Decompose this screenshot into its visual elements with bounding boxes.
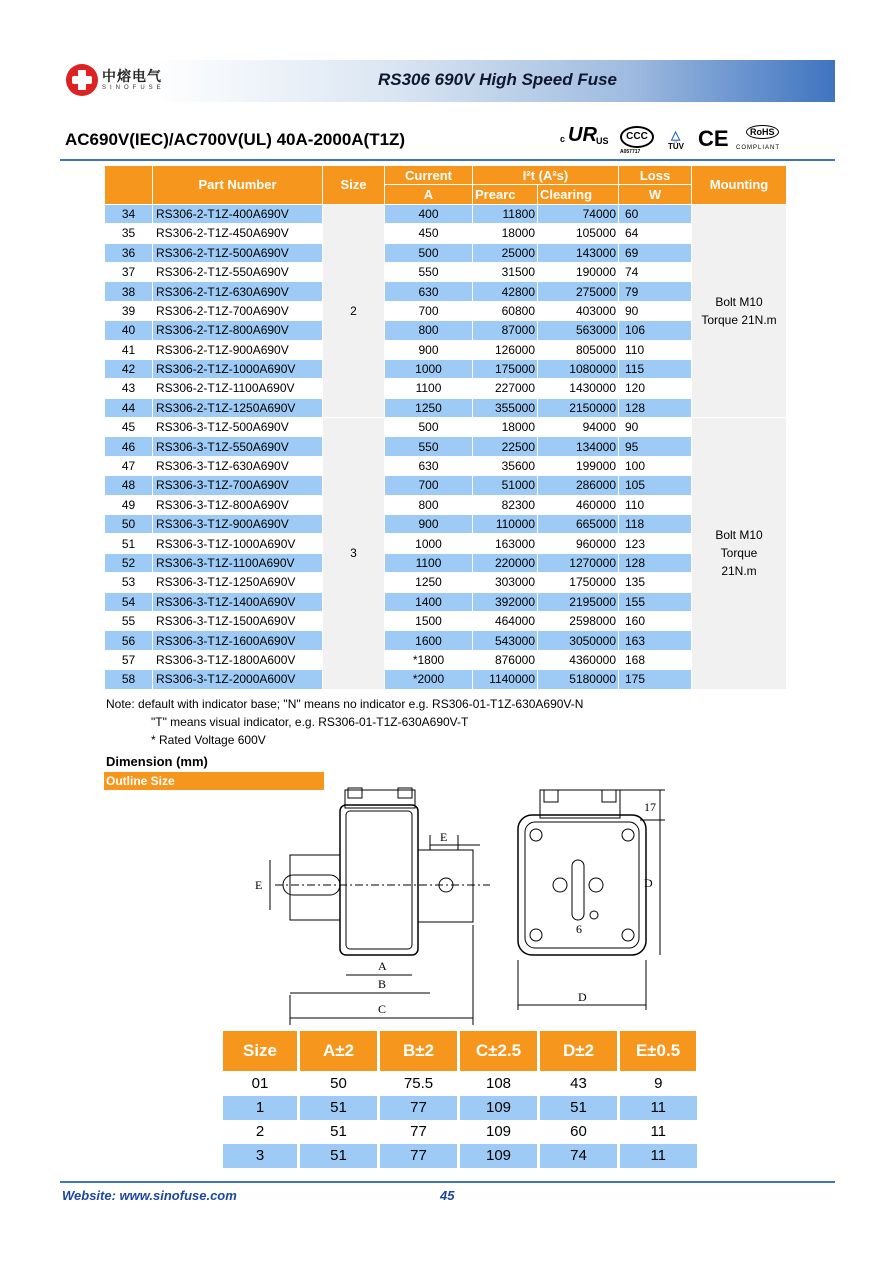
clearing-value: 460000: [538, 495, 619, 514]
size-table-cell: 50: [299, 1072, 379, 1096]
clearing-value: 190000: [538, 262, 619, 281]
part-number: RS306-3-T1Z-1000A690V: [153, 534, 323, 553]
table-row: [105, 534, 787, 553]
size-value: 2: [323, 204, 385, 417]
table-row: [105, 495, 787, 514]
tuv-triangle-icon: △: [671, 128, 681, 142]
brand-name: 中熔电气: [102, 68, 162, 84]
page-number: 45: [440, 1188, 455, 1203]
row-number: 56: [105, 631, 153, 650]
table-row: [105, 359, 787, 378]
size-table-cell: 11: [619, 1120, 697, 1144]
prearc-value: 60800: [473, 301, 538, 320]
current-value: 1250: [385, 573, 473, 592]
current-value: 400: [385, 204, 473, 223]
col-size: Size: [323, 166, 385, 205]
mounting-line: 21N.m: [721, 564, 757, 579]
table-row: [105, 243, 787, 262]
prearc-value: 220000: [473, 553, 538, 572]
part-number: RS306-3-T1Z-1500A690V: [153, 611, 323, 630]
current-value: 800: [385, 495, 473, 514]
footer-website: Website: www.sinofuse.com: [62, 1188, 237, 1203]
current-value: 1400: [385, 592, 473, 611]
mounting-line: Bolt M10: [715, 528, 763, 543]
dim-label-e-left: E: [255, 878, 263, 892]
part-number: RS306-2-T1Z-630A690V: [153, 282, 323, 301]
loss-value: 64: [619, 224, 692, 243]
size-table-row: [222, 1144, 697, 1168]
prearc-value: 22500: [473, 437, 538, 456]
size-table-cell: 11: [619, 1144, 697, 1168]
prearc-value: 18000: [473, 418, 538, 437]
col-current: Current: [385, 166, 473, 185]
size-table-row: [222, 1120, 697, 1144]
clearing-value: 4360000: [538, 650, 619, 669]
loss-value: 115: [619, 359, 692, 378]
col-clearing: Clearing: [538, 185, 619, 204]
table-body: [105, 204, 787, 689]
table-row: [105, 611, 787, 630]
size-table-cell: 109: [459, 1144, 539, 1168]
rohs-compliant: COMPLIANT: [736, 145, 781, 151]
col-mounting: Mounting: [692, 166, 787, 205]
row-number: 44: [105, 398, 153, 417]
prearc-value: 126000: [473, 340, 538, 359]
loss-value: 110: [619, 340, 692, 359]
clearing-value: 286000: [538, 476, 619, 495]
table-row: [105, 592, 787, 611]
row-number: 34: [105, 204, 153, 223]
row-number: 55: [105, 611, 153, 630]
prearc-value: 51000: [473, 476, 538, 495]
size-table-cell: 109: [459, 1096, 539, 1120]
current-value: 630: [385, 282, 473, 301]
cert-us: US: [596, 136, 609, 146]
note-line: "T" means visual indicator, e.g. RS306-01-T1Z-630A690V-T: [151, 715, 469, 729]
row-number: 41: [105, 340, 153, 359]
fuse-dimension-drawing: [250, 775, 670, 1025]
prearc-value: 82300: [473, 495, 538, 514]
size-table-row: [222, 1096, 697, 1120]
note-line: * Rated Voltage 600V: [151, 733, 266, 747]
current-value: 1100: [385, 379, 473, 398]
part-number: RS306-2-T1Z-500A690V: [153, 243, 323, 262]
current-value: 550: [385, 437, 473, 456]
prearc-value: 110000: [473, 515, 538, 534]
part-number: RS306-3-T1Z-1400A690V: [153, 592, 323, 611]
loss-value: 155: [619, 592, 692, 611]
clearing-value: 3050000: [538, 631, 619, 650]
part-number: RS306-3-T1Z-800A690V: [153, 495, 323, 514]
dim-label-d: D: [578, 990, 587, 1004]
dim-label-17: 17: [644, 800, 656, 814]
size-table-cell: 51: [299, 1120, 379, 1144]
clearing-value: 74000: [538, 204, 619, 223]
sinofuse-logo-icon: [66, 64, 98, 96]
size-table-cell: 43: [539, 1072, 619, 1096]
clearing-value: 563000: [538, 321, 619, 340]
dimension-title: Dimension (mm): [106, 754, 208, 769]
brand-sub: SINOFUSE: [102, 85, 165, 91]
row-number: 52: [105, 553, 153, 572]
clearing-value: 199000: [538, 456, 619, 475]
loss-value: 163: [619, 631, 692, 650]
table-row: [105, 418, 787, 437]
table-row: [105, 224, 787, 243]
part-number: RS306-3-T1Z-1600A690V: [153, 631, 323, 650]
part-number: RS306-2-T1Z-1100A690V: [153, 379, 323, 398]
loss-value: 95: [619, 437, 692, 456]
col-loss: Loss: [619, 166, 692, 185]
clearing-value: 1430000: [538, 379, 619, 398]
fuse-spec-table: [104, 165, 787, 690]
row-number: 47: [105, 456, 153, 475]
col-no: [105, 166, 153, 205]
current-value: 550: [385, 262, 473, 281]
loss-value: 69: [619, 243, 692, 262]
size-table-cell: 77: [379, 1120, 459, 1144]
mounting-value: [692, 418, 787, 689]
row-number: 43: [105, 379, 153, 398]
current-value: 800: [385, 321, 473, 340]
part-number: RS306-2-T1Z-700A690V: [153, 301, 323, 320]
row-number: 49: [105, 495, 153, 514]
loss-value: 128: [619, 553, 692, 572]
current-value: 700: [385, 301, 473, 320]
mounting-line: Torque 21N.m: [701, 312, 777, 327]
loss-value: 168: [619, 650, 692, 669]
loss-value: 106: [619, 321, 692, 340]
size-table-cell: 51: [299, 1096, 379, 1120]
current-value: 500: [385, 243, 473, 262]
current-value: 1250: [385, 398, 473, 417]
table-row: [105, 398, 787, 417]
table-row: [105, 321, 787, 340]
loss-value: 110: [619, 495, 692, 514]
size-table-cell: 01: [222, 1072, 299, 1096]
current-value: 1600: [385, 631, 473, 650]
size-table-cell: 75.5: [379, 1072, 459, 1096]
loss-value: 123: [619, 534, 692, 553]
table-row: [105, 204, 787, 223]
size-table-cell: 74: [539, 1144, 619, 1168]
loss-value: 79: [619, 282, 692, 301]
loss-value: 120: [619, 379, 692, 398]
part-number: RS306-3-T1Z-1100A690V: [153, 553, 323, 572]
current-value: 1500: [385, 611, 473, 630]
prearc-value: 392000: [473, 592, 538, 611]
clearing-value: 275000: [538, 282, 619, 301]
size-col-header: C±2.5: [459, 1031, 539, 1072]
size-table-body: [222, 1072, 697, 1168]
size-table-cell: 77: [379, 1096, 459, 1120]
dim-label-d-right: D: [644, 876, 653, 890]
outline-size-bar: Outline Size: [104, 772, 324, 790]
clearing-value: 94000: [538, 418, 619, 437]
prearc-value: 1140000: [473, 670, 538, 689]
size-table: [220, 1030, 697, 1168]
current-value: 1000: [385, 359, 473, 378]
table-row: [105, 515, 787, 534]
current-value: 1000: [385, 534, 473, 553]
clearing-value: 5180000: [538, 670, 619, 689]
row-number: 58: [105, 670, 153, 689]
dim-label-b: B: [378, 977, 387, 991]
size-table-cell: 2: [222, 1120, 299, 1144]
current-value: *2000: [385, 670, 473, 689]
prearc-value: 87000: [473, 321, 538, 340]
loss-value: 74: [619, 262, 692, 281]
size-table-cell: 77: [379, 1144, 459, 1168]
row-number: 53: [105, 573, 153, 592]
row-number: 39: [105, 301, 153, 320]
size-value: 3: [323, 418, 385, 689]
col-loss-unit: W: [619, 185, 692, 204]
part-number: RS306-2-T1Z-900A690V: [153, 340, 323, 359]
part-number: RS306-2-T1Z-550A690V: [153, 262, 323, 281]
clearing-value: 665000: [538, 515, 619, 534]
table-row: [105, 650, 787, 669]
part-number: RS306-2-T1Z-450A690V: [153, 224, 323, 243]
prearc-value: 35600: [473, 456, 538, 475]
clearing-value: 403000: [538, 301, 619, 320]
prearc-value: 543000: [473, 631, 538, 650]
clearing-value: 1750000: [538, 573, 619, 592]
prearc-value: 11800: [473, 204, 538, 223]
size-col-header: E±0.5: [619, 1031, 697, 1072]
loss-value: 100: [619, 456, 692, 475]
rohs-icon: RoHS: [746, 125, 779, 139]
clearing-value: 2150000: [538, 398, 619, 417]
current-value: 700: [385, 476, 473, 495]
size-col-header: Size: [222, 1031, 299, 1072]
clearing-value: 134000: [538, 437, 619, 456]
tuv-icon: TÜV: [668, 142, 684, 151]
current-value: 630: [385, 456, 473, 475]
dim-label-c: C: [378, 1002, 387, 1016]
row-number: 46: [105, 437, 153, 456]
table-row: [105, 456, 787, 475]
part-number: RS306-3-T1Z-550A690V: [153, 437, 323, 456]
current-value: 1100: [385, 553, 473, 572]
col-prearc: Prearc: [473, 185, 538, 204]
clearing-value: 143000: [538, 243, 619, 262]
size-col-header: D±2: [539, 1031, 619, 1072]
part-number: RS306-3-T1Z-500A690V: [153, 418, 323, 437]
loss-value: 90: [619, 301, 692, 320]
cert-c: c: [560, 134, 566, 144]
mounting-line: Bolt M10: [715, 294, 763, 309]
size-table-cell: 9: [619, 1072, 697, 1096]
dim-label-6: 6: [576, 922, 582, 936]
loss-value: 90: [619, 418, 692, 437]
table-row: [105, 476, 787, 495]
loss-value: 135: [619, 573, 692, 592]
prearc-value: 31500: [473, 262, 538, 281]
mounting-value: [692, 204, 787, 417]
size-table-cell: 108: [459, 1072, 539, 1096]
clearing-value: 105000: [538, 224, 619, 243]
table-row: [105, 573, 787, 592]
loss-value: 160: [619, 611, 692, 630]
row-number: 42: [105, 359, 153, 378]
clearing-value: 960000: [538, 534, 619, 553]
size-table-cell: 60: [539, 1120, 619, 1144]
row-number: 45: [105, 418, 153, 437]
loss-value: 105: [619, 476, 692, 495]
row-number: 38: [105, 282, 153, 301]
table-row: [105, 282, 787, 301]
row-number: 51: [105, 534, 153, 553]
loss-value: 128: [619, 398, 692, 417]
part-number: RS306-2-T1Z-1000A690V: [153, 359, 323, 378]
size-table-cell: 109: [459, 1120, 539, 1144]
prearc-value: 163000: [473, 534, 538, 553]
table-row: [105, 301, 787, 320]
col-i2t: I²t (A²s): [473, 166, 619, 185]
size-table-cell: 51: [299, 1144, 379, 1168]
clearing-value: 805000: [538, 340, 619, 359]
current-value: 450: [385, 224, 473, 243]
col-part-number: Part Number: [153, 166, 323, 205]
part-number: RS306-3-T1Z-2000A600V: [153, 670, 323, 689]
prearc-value: 876000: [473, 650, 538, 669]
fuse-body-side: [340, 805, 418, 955]
size-col-header: A±2: [299, 1031, 379, 1072]
mounting-line: Torque: [720, 546, 758, 561]
current-value: 500: [385, 418, 473, 437]
size-table-cell: 11: [619, 1096, 697, 1120]
table-row: [105, 379, 787, 398]
prearc-value: 355000: [473, 398, 538, 417]
size-col-header: B±2: [379, 1031, 459, 1072]
row-number: 36: [105, 243, 153, 262]
certification-logos: [560, 124, 785, 156]
part-number: RS306-2-T1Z-1250A690V: [153, 398, 323, 417]
row-number: 37: [105, 262, 153, 281]
prearc-value: 175000: [473, 359, 538, 378]
part-number: RS306-3-T1Z-630A690V: [153, 456, 323, 475]
part-number: RS306-2-T1Z-800A690V: [153, 321, 323, 340]
table-row: [105, 631, 787, 650]
size-table-cell: 3: [222, 1144, 299, 1168]
current-value: *1800: [385, 650, 473, 669]
loss-value: 175: [619, 670, 692, 689]
footer-divider: [60, 1181, 835, 1183]
current-value: 900: [385, 340, 473, 359]
row-number: 35: [105, 224, 153, 243]
ccc-icon: CCC: [620, 126, 654, 148]
prearc-value: 42800: [473, 282, 538, 301]
table-row: [105, 262, 787, 281]
table-row: [105, 437, 787, 456]
row-number: 54: [105, 592, 153, 611]
part-number: RS306-3-T1Z-1800A600V: [153, 650, 323, 669]
note-line: Note: default with indicator base; "N" means no indicator e.g. RS306-01-T1Z-630A690V-N: [106, 697, 584, 711]
ce-icon: CE: [698, 126, 729, 151]
cert-number: A057717: [620, 149, 641, 155]
table-row: [105, 553, 787, 572]
col-current-unit: A: [385, 185, 473, 204]
part-number: RS306-3-T1Z-700A690V: [153, 476, 323, 495]
page-header: [60, 58, 835, 102]
ur-icon: UR: [568, 124, 597, 146]
row-number: 57: [105, 650, 153, 669]
loss-value: 118: [619, 515, 692, 534]
table-row: [105, 670, 787, 689]
row-number: 48: [105, 476, 153, 495]
part-number: RS306-3-T1Z-900A690V: [153, 515, 323, 534]
size-table-cell: 51: [539, 1096, 619, 1120]
prearc-value: 25000: [473, 243, 538, 262]
loss-value: 60: [619, 204, 692, 223]
table-row: [105, 340, 787, 359]
current-value: 900: [385, 515, 473, 534]
part-number: RS306-2-T1Z-400A690V: [153, 204, 323, 223]
section-title: AC690V(IEC)/AC700V(UL) 40A-2000A(T1Z): [65, 130, 406, 149]
row-number: 50: [105, 515, 153, 534]
page-title: RS306 690V High Speed Fuse: [377, 70, 617, 89]
prearc-value: 303000: [473, 573, 538, 592]
prearc-value: 464000: [473, 611, 538, 630]
size-table-cell: 1: [222, 1096, 299, 1120]
prearc-value: 227000: [473, 379, 538, 398]
clearing-value: 2195000: [538, 592, 619, 611]
clearing-value: 1270000: [538, 553, 619, 572]
dim-label-e: E: [440, 830, 448, 844]
prearc-value: 18000: [473, 224, 538, 243]
part-number: RS306-3-T1Z-1250A690V: [153, 573, 323, 592]
size-table-row: [222, 1072, 697, 1096]
title-divider: [60, 159, 835, 161]
notes: [106, 695, 583, 749]
clearing-value: 2598000: [538, 611, 619, 630]
clearing-value: 1080000: [538, 359, 619, 378]
row-number: 40: [105, 321, 153, 340]
dim-label-a: A: [378, 959, 387, 973]
